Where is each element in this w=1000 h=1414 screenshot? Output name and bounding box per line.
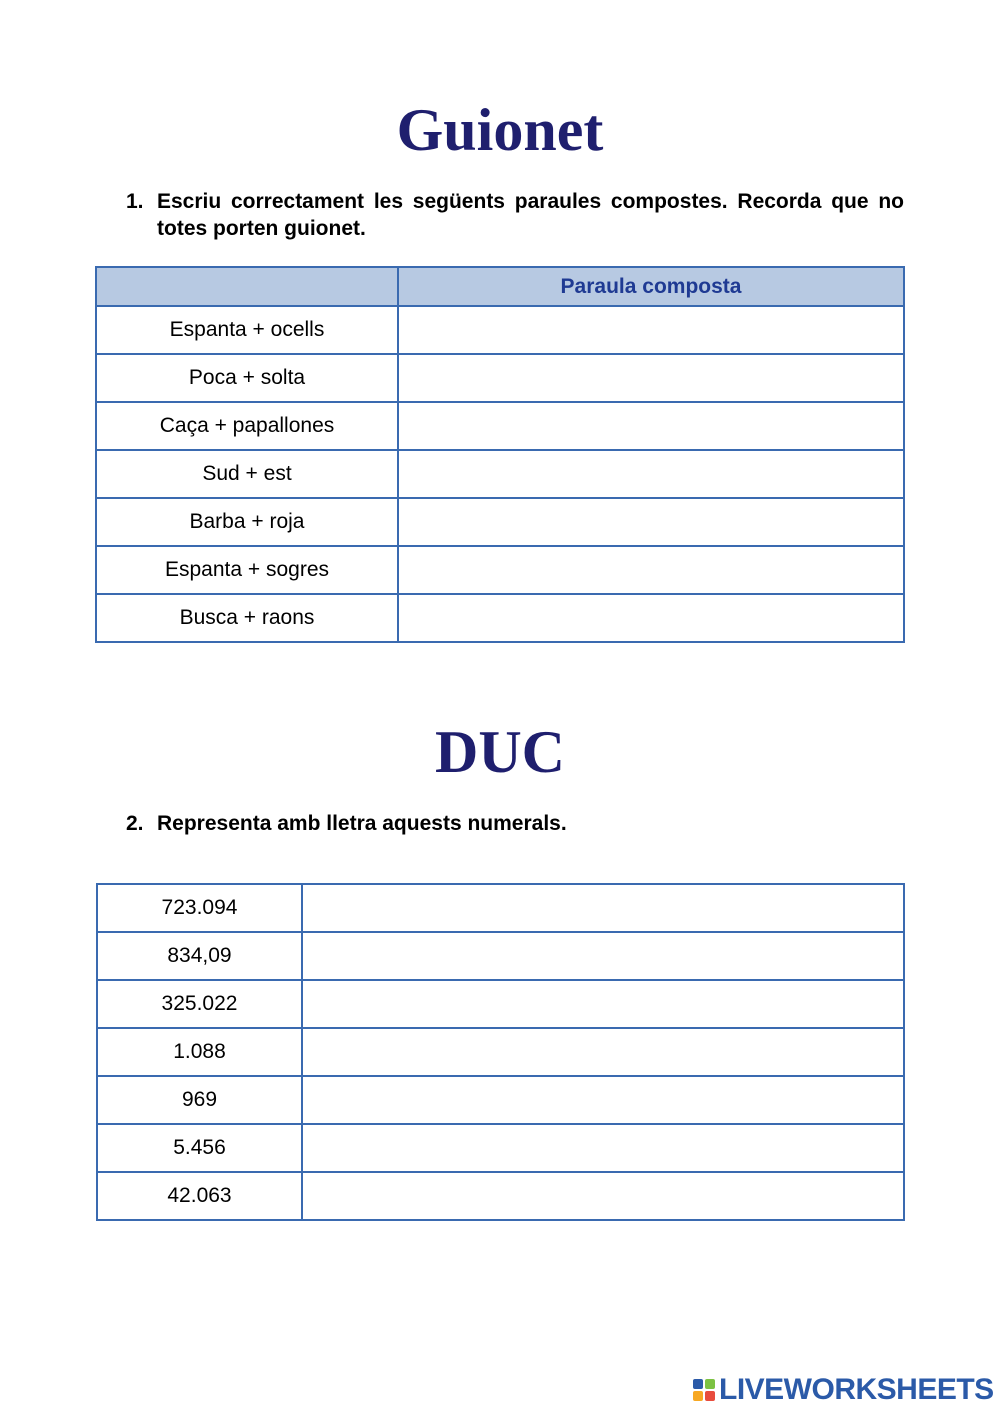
numerals-table — [96, 883, 905, 1221]
logo-square — [693, 1379, 703, 1389]
liveworksheets-logo — [693, 1373, 994, 1406]
table-row — [97, 932, 904, 980]
instruction-2 — [126, 810, 904, 837]
instruction-1 — [126, 188, 904, 242]
numeral-cell: 42.063 — [97, 1172, 302, 1220]
answer-cell[interactable] — [398, 546, 904, 594]
liveworksheets-logo-icon — [693, 1379, 715, 1401]
table-header-row — [96, 267, 904, 306]
table-row — [96, 306, 904, 354]
instruction-number: 2. — [126, 812, 144, 835]
header-cell-compound-word: Paraula composta — [398, 267, 904, 306]
table-row — [96, 450, 904, 498]
table-row — [97, 1076, 904, 1124]
logo-square — [693, 1391, 703, 1401]
word-pair-cell: Espanta + ocells — [96, 306, 398, 354]
numeral-cell: 834,09 — [97, 932, 302, 980]
table-row — [96, 354, 904, 402]
word-pair-cell: Espanta + sogres — [96, 546, 398, 594]
answer-cell[interactable] — [302, 1028, 904, 1076]
numeral-cell: 969 — [97, 1076, 302, 1124]
table-row — [96, 402, 904, 450]
instruction-text: Escriu correctament les següents paraules compostes. Recorda que no totes porten guionet. — [157, 190, 904, 240]
table-row — [96, 498, 904, 546]
answer-cell[interactable] — [398, 498, 904, 546]
word-pair-cell: Caça + papallones — [96, 402, 398, 450]
word-pair-cell: Sud + est — [96, 450, 398, 498]
table-row — [97, 980, 904, 1028]
answer-cell[interactable] — [302, 884, 904, 932]
numeral-cell: 723.094 — [97, 884, 302, 932]
section-title-guionet: Guionet — [396, 97, 604, 163]
table-row — [97, 1124, 904, 1172]
numeral-cell: 1.088 — [97, 1028, 302, 1076]
answer-cell[interactable] — [302, 1124, 904, 1172]
logo-text: LIVEWORKSHEETS — [719, 1373, 994, 1406]
answer-cell[interactable] — [398, 450, 904, 498]
instruction-number: 1. — [126, 190, 144, 213]
logo-square — [705, 1391, 715, 1401]
answer-cell[interactable] — [398, 354, 904, 402]
answer-cell[interactable] — [398, 594, 904, 642]
word-pair-cell: Barba + roja — [96, 498, 398, 546]
word-pair-cell: Busca + raons — [96, 594, 398, 642]
header-cell-words — [96, 267, 398, 306]
table-row — [96, 594, 904, 642]
compound-words-table — [95, 266, 905, 643]
logo-square — [705, 1379, 715, 1389]
numeral-cell: 325.022 — [97, 980, 302, 1028]
answer-cell[interactable] — [302, 932, 904, 980]
answer-cell[interactable] — [398, 402, 904, 450]
answer-cell[interactable] — [398, 306, 904, 354]
instruction-text: Representa amb lletra aquests numerals. — [157, 812, 567, 835]
answer-cell[interactable] — [302, 1172, 904, 1220]
table-row — [97, 1028, 904, 1076]
table-row — [97, 884, 904, 932]
table-row — [96, 546, 904, 594]
table-row — [97, 1172, 904, 1220]
answer-cell[interactable] — [302, 1076, 904, 1124]
numeral-cell: 5.456 — [97, 1124, 302, 1172]
word-pair-cell: Poca + solta — [96, 354, 398, 402]
answer-cell[interactable] — [302, 980, 904, 1028]
section-title-duc: DUC — [435, 719, 565, 785]
